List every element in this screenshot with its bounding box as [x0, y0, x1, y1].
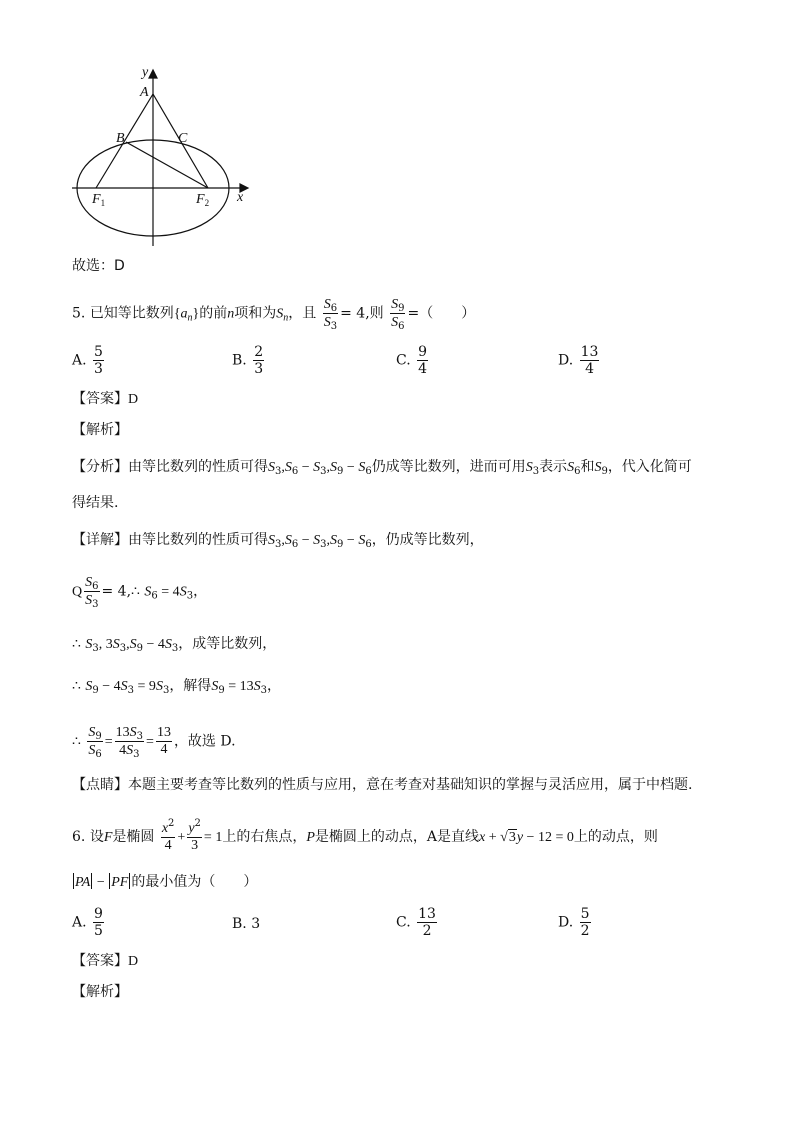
- label-y: y: [142, 65, 149, 80]
- label-C: C: [178, 131, 188, 146]
- label-B: B: [116, 131, 125, 146]
- q6-option-a: A. $\frac{9}{5}$: [72, 906, 103, 939]
- q6-option-c: C. $\frac{13}{2}$: [396, 906, 436, 939]
- q5-frac-s9-s6: $\frac{S_9}{S_6}$: [391, 297, 405, 332]
- q5-analysis-tag: 【解析】: [72, 422, 128, 438]
- q5-option-b: B. $\frac{2}{3}$: [232, 344, 264, 377]
- q5-xiangjie: 【详解】由等比数列的性质可得$S_3,S_6 - S_3,S_9 - S_6$，仍成等比数列，: [72, 532, 484, 550]
- q5-option-a: A. $\frac{5}{3}$: [72, 344, 103, 377]
- q5-step-3: ∴ $S_9 - 4S_3 = 9S_3$，解得$S_9 = 13S_3$，: [72, 678, 281, 696]
- q5-fenxi-cont: 得结果.: [72, 495, 119, 511]
- q5-number: 5.: [72, 305, 86, 322]
- q5-step-4: ∴ $\frac{S_9}{S_6}$ = $\frac{13S_3}{4S_3}$ = $\frac{13}{4}$ ，故选 D.: [72, 725, 236, 760]
- question-5: 5. 已知等比数列$\{a_n\}$的前n项和为$S_n$，且 $\frac{S_6}{S_3}$ = 4,则 $\frac{S_9}{S_6}$ =（ ）: [72, 297, 476, 332]
- ellipse-triangle-figure: [60, 60, 260, 250]
- q5-fenxi: 【分析】由等比数列的性质可得$S_3,S_6 - S_3,S_9 - S_6$仍成等比数列，进而可用$S_3$表示$S_6$和$S_9$，代入化简可: [72, 459, 692, 477]
- q5-option-c: C. $\frac{9}{4}$: [396, 344, 428, 377]
- q5-step-1: Q $\frac{S_6}{S_3}$ = 4,∴ $S_6 = 4S_3$，: [72, 575, 208, 610]
- q5-step-2: ∴ $S_3$, $3S_3,S_9 - 4S_3$，成等比数列，: [72, 636, 277, 654]
- label-F1: $F_1$: [92, 192, 106, 208]
- q5-option-d: D. $\frac{13}{4}$: [558, 344, 599, 377]
- label-x: x: [237, 190, 244, 205]
- label-F2: $F_2$: [196, 192, 210, 208]
- q5-frac-s6-s3: $\frac{S_6}{S_3}$: [323, 297, 338, 332]
- label-A: A: [140, 85, 149, 100]
- q5-text: 已知等比数列: [89, 305, 174, 322]
- question-6-cont: PA − PF 的最小值为（ ）: [75, 874, 258, 890]
- q5-answer: 【答案】D: [72, 391, 139, 407]
- q6-option-b: B. 3: [232, 916, 261, 932]
- segment-BF2: [126, 142, 208, 188]
- y-axis-arrow: [149, 70, 157, 78]
- q6-answer: 【答案】D: [72, 953, 139, 969]
- previous-answer: 故选：D: [72, 258, 125, 274]
- q6-option-d: D. $\frac{5}{2}$: [558, 906, 590, 939]
- q5-dianjing: 【点睛】本题主要考查等比数列的性质与应用，意在考查对基础知识的掌握与灵活应用，属于中档题.: [72, 777, 693, 793]
- question-6: 6. 设F是椭圆 $\frac{x^2}{4}$ + $\frac{y^2}{3}$ = 1上的右焦点，P是椭圆上的动点，A是直线x + √3y − 12 = 0上的动点，则: [72, 818, 658, 853]
- q6-analysis-tag: 【解析】: [72, 984, 128, 1000]
